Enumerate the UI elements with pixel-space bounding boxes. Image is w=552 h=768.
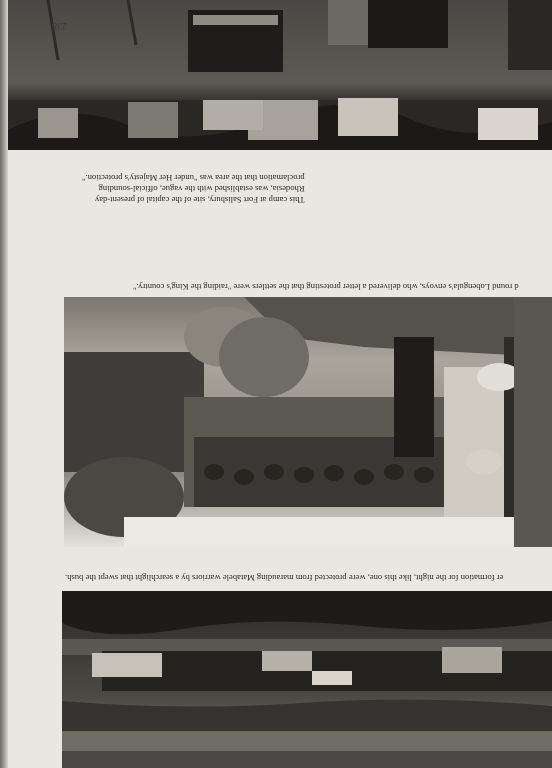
lobengula-envoys-photo (64, 297, 552, 547)
camp-photo-image (8, 0, 552, 150)
laager-image (62, 591, 552, 768)
page-number: 238 (52, 20, 67, 31)
page-spine-shadow (0, 0, 8, 768)
caption-line: Rhodesia, was established with the vague, official-sounding (98, 184, 305, 194)
fort-salisbury-camp-photo (8, 0, 552, 150)
fort-salisbury-caption (82, 172, 305, 205)
wagon-laager-photo (62, 591, 552, 768)
envoys-group-image (64, 297, 552, 547)
caption-line: proclamation that the area was "under Her Majesty's protection." (82, 173, 305, 183)
laager-night-caption: er formation for the night, like this one, were protected from marauding Matabele warriors by a searchlight that swept the bush. (65, 573, 504, 583)
caption-line: This camp at Fort Salisbury, site of the capital of present-day (95, 195, 305, 205)
envoys-letter-caption: d round Lobengula's envoys, who delivered a letter protesting that the settlers were "raiding the King's country." (133, 282, 519, 292)
